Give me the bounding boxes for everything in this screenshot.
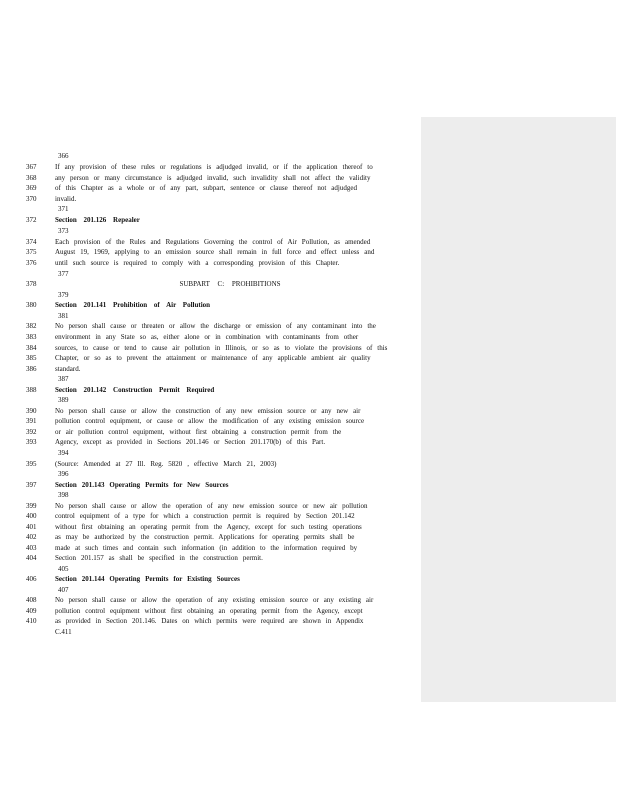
body-text-line: as may be authorized by the construction permit. Applications for operating permits shall be bbox=[55, 533, 355, 541]
body-text-line: environment in any State so as, either alone or in combination with contaminants from other bbox=[55, 333, 359, 341]
body-text-line: Section 201.157 as shall be specified in the construction permit. bbox=[55, 554, 263, 562]
inline-line-number: 377 bbox=[58, 270, 69, 278]
inline-line-number: 387 bbox=[58, 375, 69, 383]
body-text-line: any person or many circumstance is adjudged invalid, such invalidity shall not affect the validity bbox=[55, 174, 371, 182]
body-text-line: No person shall cause or allow the operation of any existing emission source or any existing air bbox=[55, 596, 374, 604]
line-number: 400 bbox=[26, 512, 37, 520]
line-number: 370 bbox=[26, 195, 37, 203]
body-text-line: No person shall cause or threaten or allow the discharge or emission of any contaminant into the bbox=[55, 322, 376, 330]
inline-line-number: 405 bbox=[58, 565, 69, 573]
section-heading: Section 201.141 Prohibition of Air Pollution bbox=[55, 301, 211, 309]
subpart-heading: SUBPART C: PROHIBITIONS bbox=[179, 280, 281, 288]
body-text-line: No person shall cause or allow the construction of any new emission source or any new air bbox=[55, 407, 361, 415]
body-text-line: August 19, 1969, applying to an emission source shall remain in full force and effect unless and bbox=[55, 248, 375, 256]
body-text-line: or air pollution control equipment, without first obtaining a construction permit from the bbox=[55, 428, 342, 436]
line-number: 369 bbox=[26, 184, 37, 192]
body-text-line: Agency, except as provided in Sections 201.146 or Section 201.170(b) of this Part. bbox=[55, 438, 326, 446]
section-heading: Section 201.144 Operating Permits for Existing Sources bbox=[55, 575, 240, 583]
line-number: 409 bbox=[26, 607, 37, 615]
line-number: 404 bbox=[26, 554, 37, 562]
body-text-line: invalid. bbox=[55, 195, 77, 203]
body-text-line: of this Chapter as a whole or of any part, subpart, sentence or clause thereof not adjudged bbox=[55, 184, 357, 192]
inline-line-number: 389 bbox=[58, 396, 69, 404]
line-number: 386 bbox=[26, 365, 37, 373]
inline-line-number: 407 bbox=[58, 586, 69, 594]
line-number: 410 bbox=[26, 617, 37, 625]
line-number: 383 bbox=[26, 333, 37, 341]
body-text-line: C.411 bbox=[55, 628, 72, 636]
section-heading: Section 201.126 Repealer bbox=[55, 216, 140, 224]
body-text-line: until such source is required to comply with a corresponding provision of this Chapter. bbox=[55, 259, 340, 267]
inline-line-number: 373 bbox=[58, 227, 69, 235]
line-number: 393 bbox=[26, 438, 37, 446]
line-number: 401 bbox=[26, 523, 37, 531]
body-text-line: If any provision of these rules or regulations is adjudged invalid, or if the application thereof to bbox=[55, 163, 373, 171]
body-text-line: pollution control equipment without first obtaining an operating permit from the Agency, except bbox=[55, 607, 363, 615]
line-number: 390 bbox=[26, 407, 37, 415]
line-number: 380 bbox=[26, 301, 37, 309]
inline-line-number: 371 bbox=[58, 205, 69, 213]
line-number: 372 bbox=[26, 216, 37, 224]
line-number: 382 bbox=[26, 322, 37, 330]
body-text-line: (Source: Amended at 27 Ill. Reg. 5820 , effective March 21, 2003) bbox=[55, 460, 277, 468]
body-text-line: pollution control equipment, or cause or allow the modification of any existing emission source bbox=[55, 417, 365, 425]
line-number: 406 bbox=[26, 575, 37, 583]
line-number: 367 bbox=[26, 163, 37, 171]
body-text-line: Each provision of the Rules and Regulations Governing the control of Air Pollution, as amended bbox=[55, 238, 371, 246]
line-number: 388 bbox=[26, 386, 37, 394]
line-number: 384 bbox=[26, 344, 37, 352]
line-number: 378 bbox=[26, 280, 37, 288]
line-number: 376 bbox=[26, 259, 37, 267]
line-number: 391 bbox=[26, 417, 37, 425]
comment-margin-pane bbox=[421, 117, 616, 702]
line-number: 392 bbox=[26, 428, 37, 436]
body-text-line: without first obtaining an operating permit from the Agency, except for such testing operations bbox=[55, 523, 362, 531]
line-number: 395 bbox=[26, 460, 37, 468]
body-text-line: Chapter, or so as to prevent the attainment or maintenance of any applicable ambient air quality bbox=[55, 354, 371, 362]
inline-line-number: 396 bbox=[58, 470, 69, 478]
line-number: 399 bbox=[26, 502, 37, 510]
line-number: 368 bbox=[26, 174, 37, 182]
body-text-line: made at such times and contain such information (in addition to the information required by bbox=[55, 544, 358, 552]
line-number: 397 bbox=[26, 481, 37, 489]
line-number: 403 bbox=[26, 544, 37, 552]
line-number: 385 bbox=[26, 354, 37, 362]
body-text-line: control equipment of a type for which a construction permit is required by Section 201.142 bbox=[55, 512, 355, 520]
line-number: 375 bbox=[26, 248, 37, 256]
inline-line-number: 398 bbox=[58, 491, 69, 499]
line-number: 402 bbox=[26, 533, 37, 541]
body-text-line: as provided in Section 201.146. Dates on which permits were required are shown in Appendix bbox=[55, 617, 364, 625]
line-number: 408 bbox=[26, 596, 37, 604]
body-text-line: No person shall cause or allow the operation of any new emission source or new air pollution bbox=[55, 502, 368, 510]
section-heading: Section 201.142 Construction Permit Required bbox=[55, 386, 215, 394]
inline-line-number: 381 bbox=[58, 312, 69, 320]
inline-line-number: 379 bbox=[58, 291, 69, 299]
body-text-line: sources, to cause or tend to cause air pollution in Illinois, or so as to violate the provisions of this bbox=[55, 344, 388, 352]
body-text-line: standard. bbox=[55, 365, 81, 373]
section-heading: Section 201.143 Operating Permits for New Sources bbox=[55, 481, 229, 489]
inline-line-number: 366 bbox=[58, 152, 69, 160]
inline-line-number: 394 bbox=[58, 449, 69, 457]
line-number: 374 bbox=[26, 238, 37, 246]
